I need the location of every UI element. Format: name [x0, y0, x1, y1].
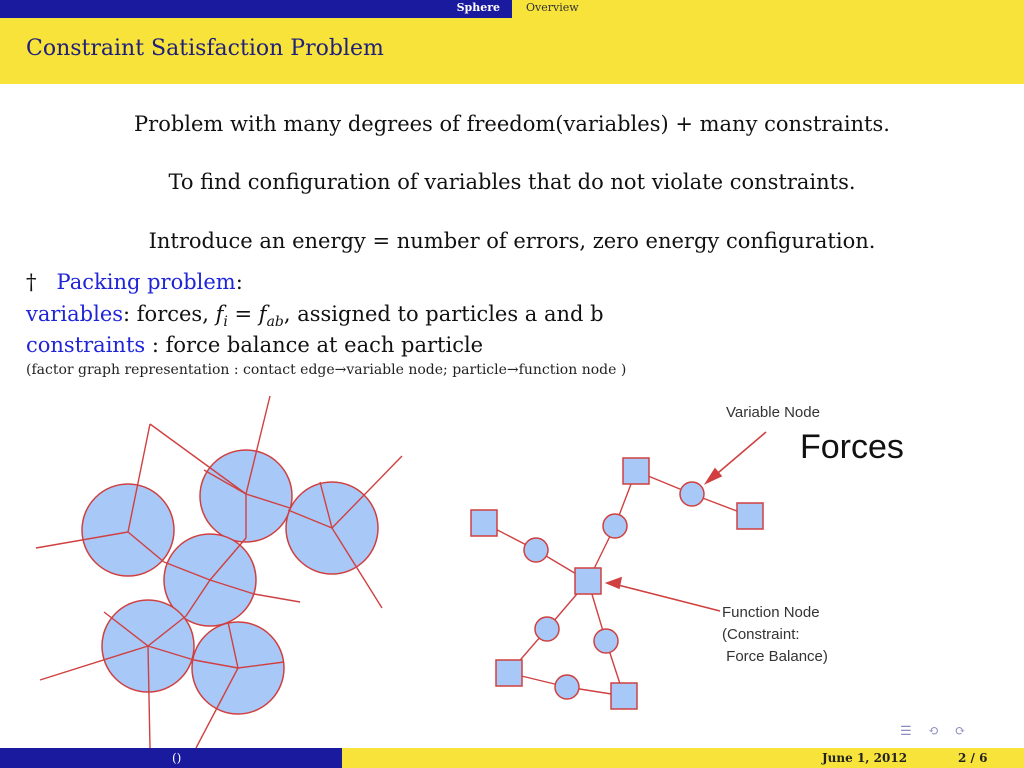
nav-subsection-link[interactable]: Overview [526, 1, 579, 14]
function-node-label-line: Force Balance) [722, 648, 828, 665]
footer-left-band [0, 748, 342, 768]
variables-label: variables [26, 302, 124, 326]
constraints-text: : force balance at each particle [145, 333, 484, 357]
function-node-square [471, 510, 497, 536]
factor-graph-note: (factor graph representation : contact edge→variable node; particle→function node ) [26, 362, 627, 378]
nav-left-band [0, 0, 512, 18]
nav-right-band [512, 0, 1024, 18]
function-node-label-line: (Constraint: [722, 626, 800, 643]
packing-heading-colon: : [235, 270, 243, 294]
variable-node-label: Variable Node [726, 404, 820, 421]
variable-node-circle [594, 629, 618, 653]
variable-node-circle [535, 617, 559, 641]
slide-title: Constraint Satisfaction Problem [26, 36, 384, 61]
top-nav-bar [0, 0, 1024, 18]
variable-node-circle [555, 675, 579, 699]
variable-node-circle [680, 482, 704, 506]
sphere-packing-diagram [36, 396, 402, 748]
beamer-nav-icons[interactable]: ☰ ⟲ ⟳ [900, 724, 972, 739]
constraints-line [26, 333, 483, 357]
footer-author: () [172, 751, 182, 765]
function-node-label [722, 602, 828, 668]
title-band [0, 18, 1024, 84]
statement-line-2: To find configuration of variables that do not violate constraints. [168, 170, 856, 194]
f-i-symbol: $f_i$ [215, 302, 228, 331]
function-node-label-line: Function Node [722, 604, 820, 621]
dagger-mark: † [26, 270, 37, 294]
variable-node-circle [603, 514, 627, 538]
packing-heading: Packing problem [56, 270, 236, 294]
equals-sign: = [227, 302, 259, 326]
constraints-label: constraints [26, 333, 146, 357]
variables-line [26, 302, 604, 330]
packing-heading-line [26, 270, 243, 294]
function-node-square [575, 568, 601, 594]
footer-page-number: 2 / 6 [958, 751, 988, 765]
function-node-square [611, 683, 637, 709]
variables-text-pre: : forces, [123, 302, 216, 326]
function-node-square [623, 458, 649, 484]
variables-text-post: , assigned to particles a and b [283, 302, 604, 326]
function-node-square [496, 660, 522, 686]
footer-right-band [342, 748, 1024, 768]
forces-label: Forces [800, 428, 904, 466]
nav-section-link[interactable]: Sphere [456, 1, 500, 14]
function-node-square [737, 503, 763, 529]
variable-node-circle [524, 538, 548, 562]
statement-line-1: Problem with many degrees of freedom(variables) + many constraints. [134, 112, 890, 136]
statement-line-3: Introduce an energy = number of errors, zero energy configuration. [148, 229, 876, 253]
f-ab-symbol: $f_{ab}$ [258, 302, 284, 331]
footer-date: June 1, 2012 [822, 751, 908, 765]
